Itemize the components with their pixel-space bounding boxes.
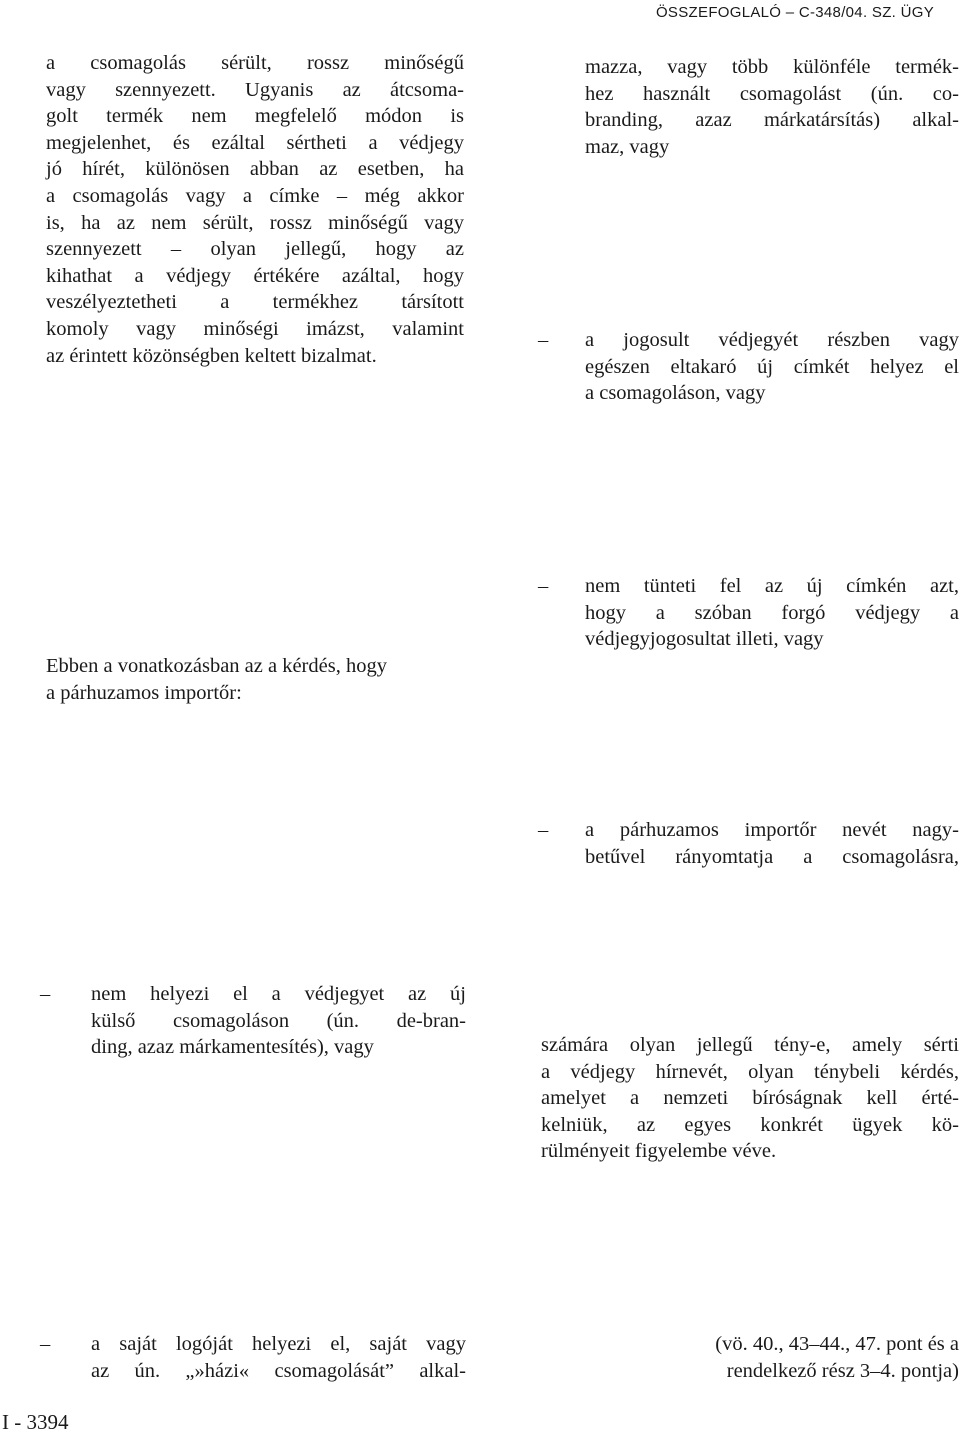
reference-note bbox=[600, 1331, 959, 1384]
text-line: komoly vagy minőségi imázst, valamint bbox=[46, 317, 464, 340]
text-line: nem helyezi el a védjegyet az új bbox=[91, 983, 466, 1005]
list-item-notice bbox=[585, 573, 959, 653]
text-line: branding, azaz márkatársítás) alkal- bbox=[585, 109, 959, 132]
text-line: mazza, vagy több különféle termék- bbox=[585, 56, 959, 78]
text-line: ding, azaz márkamentesítés), vagy bbox=[91, 1036, 374, 1059]
text-line: veszélyeztetheti a termékhez társított bbox=[46, 291, 464, 314]
list-dash: – bbox=[538, 329, 549, 351]
conclusion-paragraph bbox=[541, 1032, 959, 1165]
text-line: golt termék nem megfelelő módon is bbox=[46, 105, 464, 128]
text-line: egészen eltakaró új címkét helyez el bbox=[585, 355, 959, 378]
list-dash: – bbox=[40, 1333, 51, 1355]
text-line: hez használt csomagolást (ún. co- bbox=[585, 82, 959, 105]
text-line: az ún. „»házi« csomagolását” alkal- bbox=[91, 1359, 466, 1382]
text-line: a csomagoláson, vagy bbox=[585, 382, 766, 405]
text-line: a csomagolás sérült, rossz minőségű bbox=[46, 52, 464, 74]
text-line: kelniük, az egyes konkrét ügyek kö- bbox=[541, 1113, 959, 1136]
text-line: kihathat a védjegy értékére azáltal, hogy bbox=[46, 264, 464, 287]
left-paragraph-2 bbox=[46, 653, 466, 706]
text-line: amelyet a nemzeti bíróságnak kell érté- bbox=[541, 1087, 959, 1110]
list-item-debranding bbox=[91, 981, 466, 1061]
running-header: ÖSSZEFOGLALÓ – C-348/04. SZ. ÜGY bbox=[655, 4, 934, 21]
list-dash: – bbox=[538, 575, 549, 597]
text-line: maz, vagy bbox=[585, 135, 670, 158]
text-line: vagy szennyezett. Ugyanis az átcsoma- bbox=[46, 78, 464, 101]
text-line: (vö. 40., 43–44., 47. pont és a bbox=[715, 1333, 959, 1355]
text-line: rendelkező rész 3–4. pontja) bbox=[726, 1359, 959, 1382]
left-paragraph-1 bbox=[46, 50, 464, 369]
list-dash: – bbox=[538, 819, 549, 841]
list-item-importer-name bbox=[585, 817, 959, 870]
text-line: megjelenhet, és ezáltal sértheti a védjegy bbox=[46, 131, 464, 154]
text-line: védjegyjogosultat illeti, vagy bbox=[585, 628, 824, 651]
text-line: jó hírét, különösen abban az esetben, ha bbox=[46, 158, 464, 181]
text-line: az érintett közönségben keltett bizalmat. bbox=[46, 344, 377, 367]
text-line: külső csomagoláson (ún. de-bran- bbox=[91, 1009, 466, 1032]
text-line: a saját logóját helyezi el, saját vagy bbox=[91, 1333, 466, 1355]
text-line: a párhuzamos importőr nevét nagy- bbox=[585, 819, 959, 841]
cobranding-continuation bbox=[585, 54, 959, 160]
text-line: Ebben a vonatkozásban az a kérdés, hogy bbox=[46, 655, 387, 677]
text-line: szennyezett – olyan jellegű, hogy az bbox=[46, 238, 464, 261]
text-line: a védjegy hírnevét, olyan ténybeli kérdés, bbox=[541, 1060, 959, 1083]
list-dash: – bbox=[40, 983, 51, 1005]
text-line: is, ha az nem sérült, rossz minőségű vagy bbox=[46, 211, 464, 234]
text-line: a párhuzamos importőr: bbox=[46, 681, 242, 704]
text-line: rülményeit figyelembe véve. bbox=[541, 1140, 777, 1163]
list-item-own-logo bbox=[91, 1331, 466, 1384]
text-line: hogy a szóban forgó védjegy a bbox=[585, 601, 959, 624]
text-line: a csomagolás vagy a címke – még akkor bbox=[46, 184, 464, 207]
text-line: a jogosult védjegyét részben vagy bbox=[585, 329, 959, 351]
page-number: I - 3394 bbox=[2, 1410, 69, 1434]
text-line: nem tünteti fel az új címkén azt, bbox=[585, 575, 959, 597]
text-line: betűvel rányomtatja a csomagolásra, bbox=[585, 845, 959, 868]
list-item-label bbox=[585, 327, 959, 407]
text-line: számára olyan jellegű tény-e, amely sérti bbox=[541, 1034, 959, 1056]
